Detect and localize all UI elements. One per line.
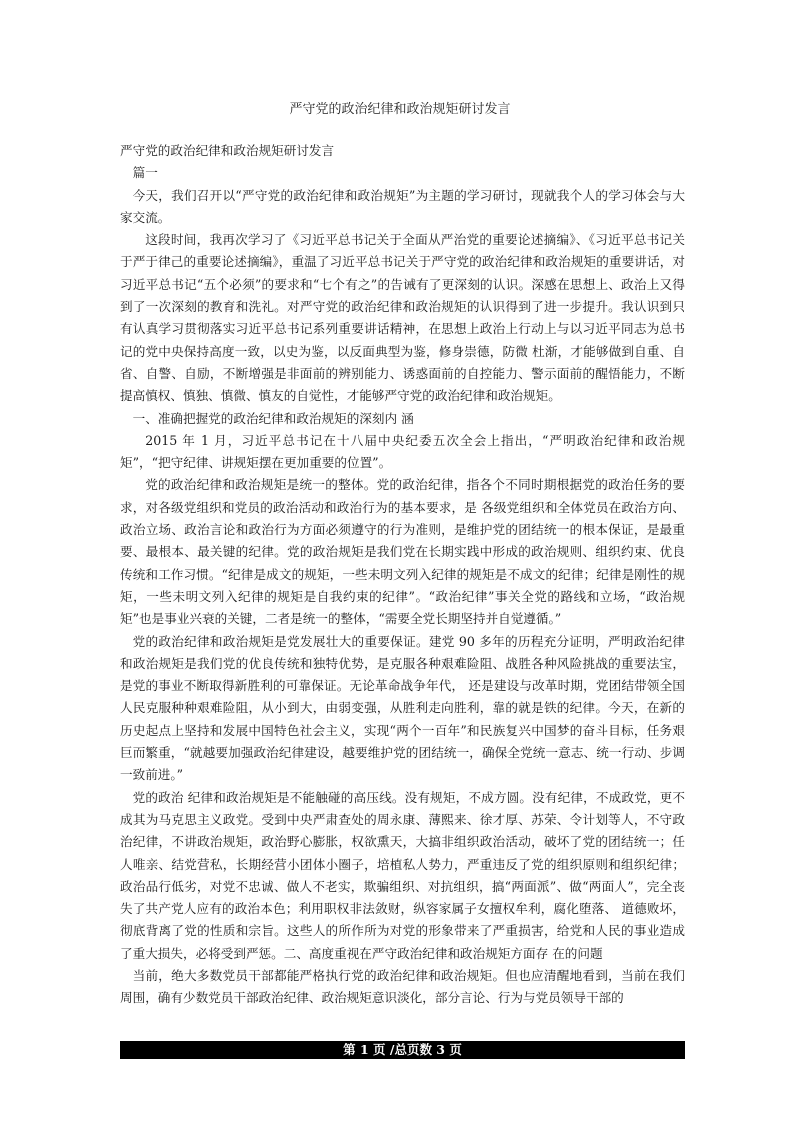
section-heading: 一、准确把握党的政治纪律和政治规矩的深刻内 涵 [132, 410, 414, 426]
page-footer: 第 1 页 /总页数 3 页 [120, 1041, 685, 1059]
paragraph: 党的政治纪律和政治规矩是党发展壮大的重要保证。建党 90 多年的历程充分证明，严明政治纪律和政治规矩是我们党的优良传统和独特优势，是克服各种艰难险阻、战胜各种风险挑战的重要法宝，是党的事业不断取得新胜利的可靠保证。无论革命战争年代， 还是建设与改革时期，党团结带领全国人民克服种种艰难险阻，从小到大，由弱变强，从胜利走向胜利，靠的就是铁的纪律。今天，在新的历史起点上坚持和发展中国特色社会主义，实现“两个一百年”和民族复兴中国梦的奋斗目标，任务艰巨而繁重，“就越要加强政治纪律建设，越要维护党的团结统一，确保全党统一意志、统一行动、步调一致前进。” [120, 633, 685, 783]
paragraph: 今天，我们召开以“严守党的政治纪律和政治规矩”为主题的学习研讨，现就我个人的学习体会与大家交流。 [120, 187, 685, 225]
paragraph: 当前，绝大多数党员干部都能严格执行党的政治纪律和政治规矩。但也应清醒地看到，当前在我们周围，确有少数党员干部政治纪律、政治规矩意识淡化，部分言论、行为与党员领导干部的 [120, 967, 685, 1006]
doc-heading: 严守党的政治纪律和政治规矩研讨发言 [120, 143, 335, 158]
paragraph: 党的政治纪律和政治规矩是统一的整体。党的政治纪律，指各个不同时期根据党的政治任务的要求，对各级党组织和党员的政治活动和政治行为的基本要求，是 各级党组织和全体党员在政治方向、政治立场、政治言论和政治行为方面必须遵守的行为准则，是维护党的团结统一的根本保证，是最重要、最根本、最关键的纪律。党的政治规矩是我们党在长期实践中形成的政治规则、组织约束、优良传统和工作习惯。“纪律是成文的规矩，一些未明文列入纪律的规矩是不成文的纪律；纪律是刚性的规矩，一些未明文列入纪律的规矩是自我约束的纪律”。“政治纪律”事关全党的路线和立场，“政治规矩”也是事业兴衰的关键，二者是统一的整体，“需要全党长期坚持并自觉遵循。” [120, 477, 685, 627]
page-title: 严守党的政治纪律和政治规矩研讨发言 [289, 102, 511, 117]
paragraph: 党的政治 纪律和政治规矩是不能触碰的高压线。没有规矩，不成方圆。没有纪律，不成政党，更不成其为马克思主义政党。受到中央严肃查处的周永康、薄熙来、徐才厚、苏荣、令计划等人，不守政治纪律，不讲政治规矩，政治野心膨胀，权欲熏天，大搞非组织政治活动，破坏了党的团结统一；任人唯亲、结党营私，长期经营小团体小圈子，培植私人势力，严重违反了党的组织原则和组织纪律；政治品行低劣，对党不忠诚、做人不老实，欺骗组织、对抗组织，搞“两面派”、做“两面人”，完全丧失了共产党人应有的政治本色；利用职权非法敛财，纵容家属子女擅权牟利，腐化堕落、 道德败坏，彻底背离了党的性质和宗旨。这些人的所作所为对党的形象带来了严重损害，给党和人民的事业造成了重大损失，必将受到严惩。二、高度重视在严守政治纪律和政治规矩方面存 在的问题 [120, 789, 685, 961]
paragraph: 2015 年 1 月，习近平总书记在十八届中央纪委五次全会上指出，“严明政治纪律和政治规矩”，“把守纪律、讲规矩摆在更加重要的位置”。 [120, 432, 685, 471]
part-label: 篇一 [132, 165, 158, 181]
paragraph: 这段时间，我再次学习了《习近平总书记关于全面从严治党的重要论述摘编》、《习近平总书记关于严于律己的重要论述摘编》，重温了习近平总书记关于严守党的政治纪律和政治规矩的重要讲话，对习近平总书记“五个必须”的要求和“七个有之”的告诫有了更深刻的认识。深感在思想上、政治上又得到了一次深刻的教育和洗礼。对严守党的政治纪律和政治规矩的认识得到了进一步提升。我认识到只有认真学习贯彻落实习近平总书记系列重要讲话精神，在思想上政治上行动上与以习近平同志为总书记的党中央保持高度一致，以史为鉴，以反面典型为鉴，修身崇德，防微 杜渐，才能够做到自重、自省、自警、自励，不断增强是非面前的辨别能力、诱惑面前的自控能力、警示面前的醒悟能力，不断提高慎权、慎独、慎微、慎友的自觉性，才能够严守党的政治纪律和政治规矩。 [120, 232, 685, 404]
document-body [120, 140, 685, 1010]
